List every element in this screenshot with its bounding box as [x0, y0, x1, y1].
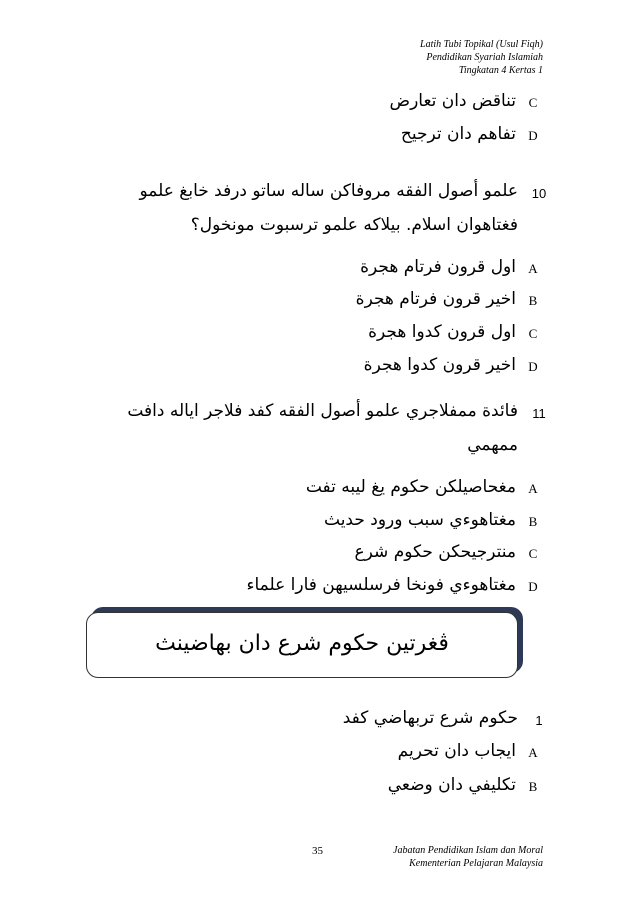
header-line-2: Pendidikan Syariah Islamiah [426, 52, 543, 63]
q9-option-c-text: تناقض دان تعارض [389, 91, 516, 111]
q1-option-a-letter: A [528, 745, 538, 760]
q10-stem-line-2: فغتاهوان اسلام. بيلاكه علمو ترسبوت مونخول؟ [190, 215, 518, 235]
q10-option-a-text: اول قرون فرتام هجرة [360, 257, 516, 277]
q10-number: 10 [531, 186, 547, 201]
q11-option-b-text: مغتاهوءي سبب ورود حديث [324, 510, 516, 530]
q11-stem-line-1: فائدة ممفلاجري علمو أصول الفقه كفد فلاجر اياله دافت [127, 401, 518, 421]
q1-option-b-text: تكليفي دان وضعي [387, 775, 516, 795]
q9-option-c-letter: C [528, 95, 538, 110]
footer-department [343, 844, 543, 870]
q10-option-d-letter: D [528, 359, 538, 374]
q10-option-b-letter: B [528, 293, 538, 308]
q1-stem-line-1: حكوم شرع تربهاضي كفد [342, 708, 518, 728]
q11-option-c-text: منترجيحكن حكوم شرع [354, 542, 516, 562]
q11-option-c-letter: C [528, 546, 538, 561]
q11-option-d-letter: D [528, 579, 538, 594]
section-title: ڤغرتين حكوم شرع دان بهاضينث [155, 631, 449, 656]
q11-stem-line-2: ممهمي [467, 435, 518, 455]
q10-option-b-text: اخير قرون فرتام هجرة [355, 289, 516, 309]
q11-option-a-text: مغحاصيلكن حكوم يغ ليبه تفت [305, 477, 516, 497]
q10-stem-line-1: علمو أصول الفقه مروفاكن ساله ساتو درفد خابغ علمو [139, 181, 518, 201]
footer-line-1: Jabatan Pendidikan Islam dan Moral [393, 845, 543, 856]
header-line-3: Tingkatan 4 Kertas 1 [458, 65, 543, 76]
q10-option-a-letter: A [528, 261, 538, 276]
q10-option-c-text: اول قرون كدوا هجرة [368, 322, 516, 342]
q1-number: 1 [535, 713, 543, 728]
q1-option-a-text: ايجاب دان تحريم [397, 741, 516, 761]
q10-option-c-letter: C [528, 326, 538, 341]
q11-option-b-letter: B [528, 514, 538, 529]
page-header [323, 38, 543, 77]
header-line-1: Latih Tubi Topikal (Usul Fiqh) [420, 39, 543, 50]
q11-option-d-text: مغتاهوءي فونخا فرسلسيهن فارا علماء [246, 575, 516, 595]
footer-line-2: Kementerian Pelajaran Malaysia [409, 858, 543, 869]
q9-option-d-letter: D [528, 128, 538, 143]
page-number: 35 [312, 845, 323, 857]
q9-option-d-text: تفاهم دان ترجيح [400, 124, 516, 144]
q11-number: 11 [532, 406, 546, 421]
section-title-box [86, 612, 518, 678]
q10-option-d-text: اخير قرون كدوا هجرة [363, 355, 516, 375]
q11-option-a-letter: A [528, 481, 538, 496]
q1-option-b-letter: B [528, 779, 538, 794]
